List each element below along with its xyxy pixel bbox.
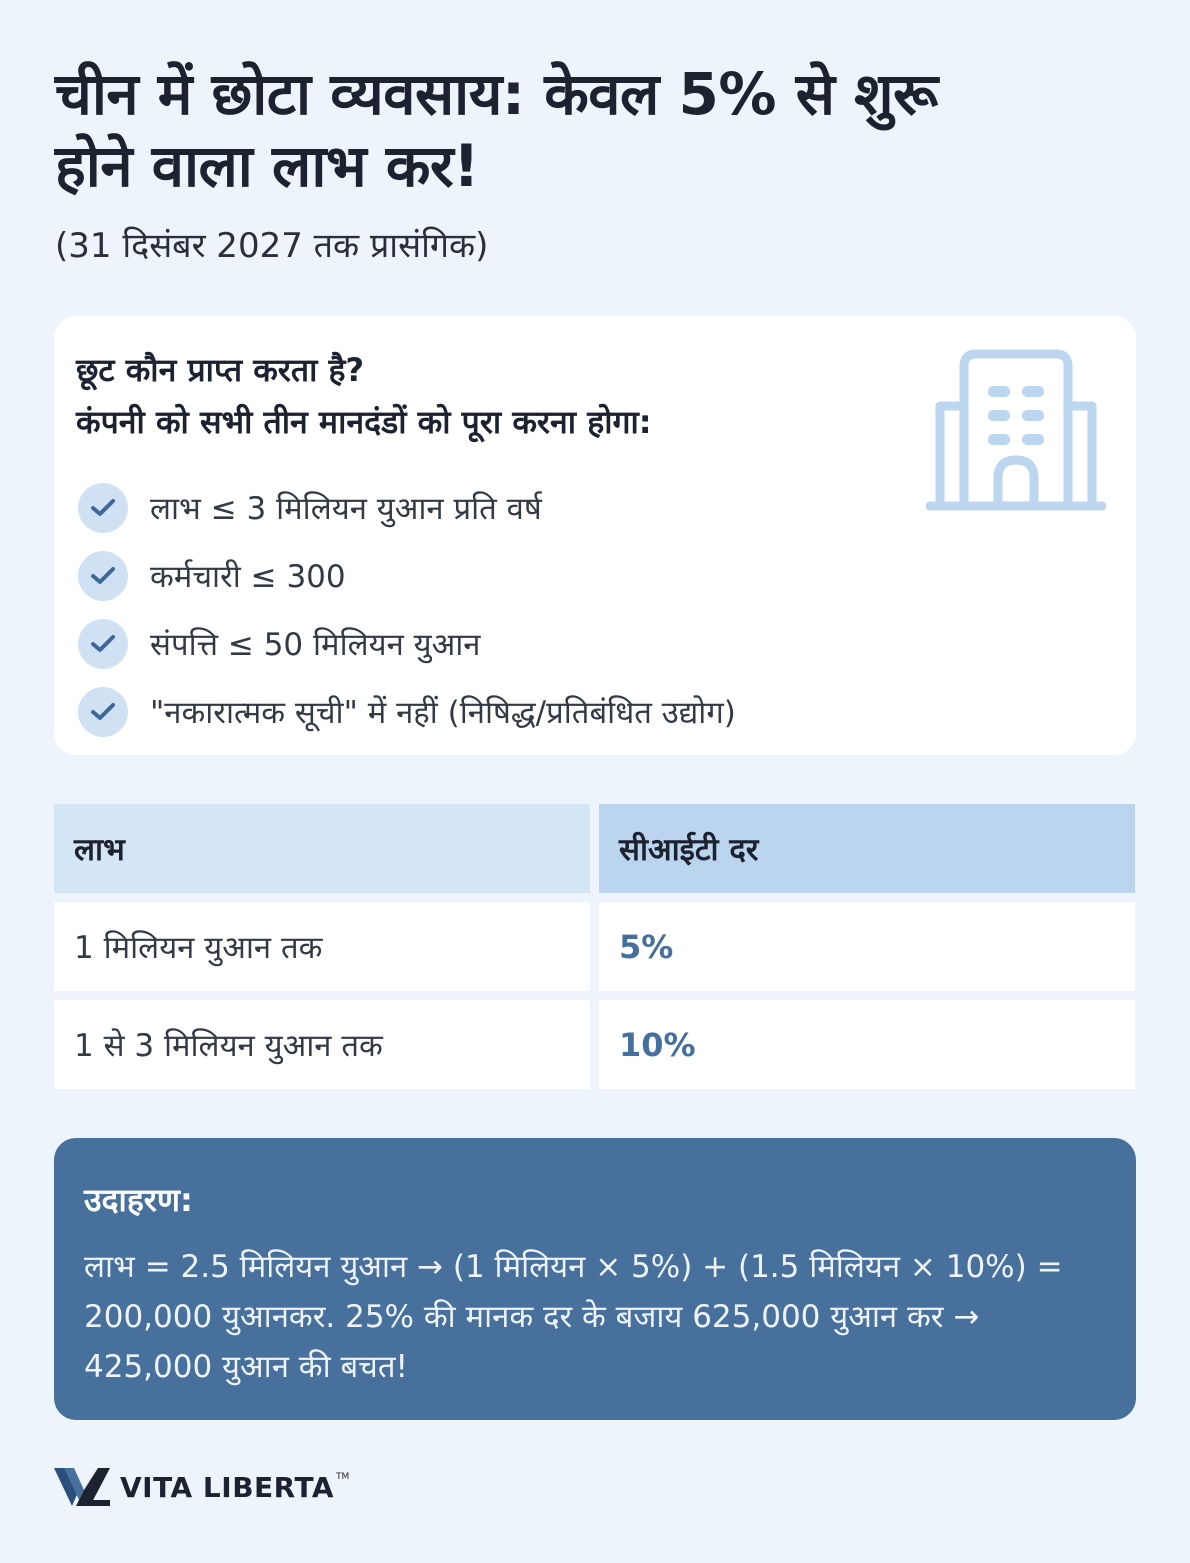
- check-icon: [78, 619, 128, 669]
- criteria-heading-line-1: छूट कौन प्राप्त करता है?: [76, 351, 365, 389]
- table-header-row: [54, 804, 1136, 893]
- criteria-heading-line-2: कंपनी को सभी तीन मानदंडों को पूरा करना होगा:: [76, 403, 652, 441]
- check-icon: [78, 687, 128, 737]
- criteria-item: [78, 678, 736, 746]
- example-text: लाभ = 2.5 मिलियन युआन → (1 मिलियन × 5%) + (1.5 मिलियन × 10%) = 200,000 युआनकर. 25% की मानक दर के बजाय 625,000 युआन कर → 425,000 युआन की बचत!: [84, 1249, 1063, 1385]
- trademark-mark: TM: [336, 1472, 350, 1482]
- profit-cell: 1 मिलियन युआन तक: [54, 902, 590, 991]
- title-line-1: चीन में छोटा व्यवसाय: केवल 5% से शुरू: [55, 60, 938, 128]
- criteria-text: कर्मचारी ≤ 300: [150, 559, 346, 595]
- header-profit: लाभ: [54, 804, 590, 893]
- example-title: उदाहरण:: [84, 1181, 193, 1219]
- page-title: [55, 58, 1135, 202]
- vita-liberta-logo-icon: [54, 1466, 112, 1508]
- table-row: [54, 1000, 1136, 1089]
- criteria-heading: [76, 344, 652, 448]
- profit-cell: 1 से 3 मिलियन युआन तक: [54, 1000, 590, 1089]
- rate-cell: 10%: [599, 1000, 1135, 1089]
- criteria-list: [78, 474, 736, 746]
- rate-cell: 5%: [599, 902, 1135, 991]
- criteria-item: [78, 610, 736, 678]
- check-icon: [78, 551, 128, 601]
- example-card: [54, 1138, 1136, 1420]
- brand-name: VITA LIBERTA: [120, 1470, 335, 1504]
- check-icon: [78, 483, 128, 533]
- title-line-2: होने वाला लाभ कर!: [55, 132, 480, 200]
- table-row: [54, 902, 1136, 991]
- building-icon: [926, 346, 1106, 516]
- page-subtitle: (31 दिसंबर 2027 तक प्रासंगिक): [55, 226, 489, 266]
- criteria-item: [78, 474, 736, 542]
- criteria-card: [54, 316, 1136, 755]
- criteria-text: संपत्ति ≤ 50 मिलियन युआन: [150, 627, 481, 663]
- criteria-item: [78, 542, 736, 610]
- rate-table: [54, 804, 1136, 1098]
- criteria-text: लाभ ≤ 3 मिलियन युआन प्रति वर्ष: [150, 491, 542, 527]
- header-cit-rate: सीआईटी दर: [599, 804, 1135, 893]
- brand: [54, 1466, 349, 1508]
- criteria-text: "नकारात्मक सूची" में नहीं (निषिद्ध/प्रतिबंधित उद्योग): [150, 695, 736, 731]
